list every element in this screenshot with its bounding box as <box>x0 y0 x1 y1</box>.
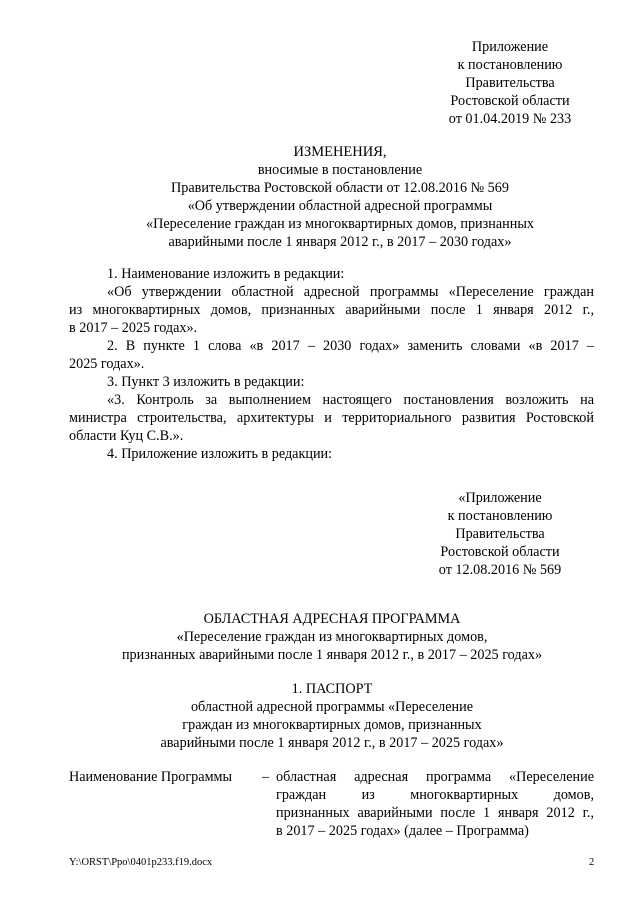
row-dash: – <box>262 769 270 785</box>
item-1-line-3: в 2017 – 2025 годах». <box>69 320 198 336</box>
attachment-line-3: Правительства <box>465 75 555 91</box>
passport-line-1: областной адресной программы «Переселение <box>190 699 474 715</box>
row-value-line-3: признанных аварийными после 1 января 2012 г., <box>276 805 594 821</box>
item-3-line-1: «3. Контроль за выполнением настоящего постановления возложить на <box>107 392 594 408</box>
title-line-5: аварийными после 1 января 2012 г., в 2017 – 2030 годах» <box>168 234 512 250</box>
item-4-title: 4. Приложение изложить в редакции: <box>107 446 333 462</box>
item-2-line-1: 2. В пункте 1 слова «в 2017 – 2030 годах» заменить словами «в 2017 – <box>107 338 594 354</box>
title-heading: ИЗМЕНЕНИЯ, <box>293 144 387 160</box>
annex-line-4: Ростовской области <box>440 544 560 560</box>
program-line-1: «Переселение граждан из многоквартирных домов, <box>176 629 488 645</box>
attachment-line-4: Ростовской области <box>450 93 570 109</box>
row-value-line-4: в 2017 – 2025 годах» (далее – Программа) <box>276 823 529 839</box>
attachment-line-1: Приложение <box>471 39 549 55</box>
program-heading: ОБЛАСТНАЯ АДРЕСНАЯ ПРОГРАММА <box>203 611 461 627</box>
row-value-line-2: граждан из многоквартирных домов, <box>276 787 594 803</box>
passport-line-3: аварийными после 1 января 2012 г., в 2017 – 2025 годах» <box>160 735 504 751</box>
annex-line-1: «Приложение <box>458 490 542 506</box>
annex-line-5: от 12.08.2016 № 569 <box>438 562 562 578</box>
item-1-title: 1. Наименование изложить в редакции: <box>107 266 345 282</box>
title-line-3: «Об утверждении областной адресной программы <box>187 198 493 214</box>
row-label: Наименование Программы <box>69 769 233 785</box>
item-3-line-3: области Куц С.В.». <box>69 428 184 444</box>
item-3-title: 3. Пункт 3 изложить в редакции: <box>107 374 305 390</box>
attachment-line-2: к постановлению <box>457 57 563 73</box>
item-2-line-2: 2025 годах». <box>69 356 145 372</box>
item-1-line-2: из многоквартирных домов, признанных аварийными после 1 января 2012 г., <box>69 302 594 318</box>
footer-file-path: Y:\ORST\Ppo\0401p233.f19.docx <box>69 857 213 868</box>
attachment-line-5: от 01.04.2019 № 233 <box>448 111 572 127</box>
title-line-2: Правительства Ростовской области от 12.08.2016 № 569 <box>171 180 509 196</box>
program-line-2: признанных аварийными после 1 января 2012 г., в 2017 – 2025 годах» <box>121 647 543 663</box>
annex-line-2: к постановлению <box>447 508 553 524</box>
annex-line-3: Правительства <box>455 526 545 542</box>
title-line-1: вносимые в постановление <box>257 162 423 178</box>
passport-line-2: граждан из многоквартирных домов, признанных <box>182 717 482 733</box>
item-3-line-2: министра строительства, архитектуры и территориального развития Ростовской <box>69 410 594 426</box>
title-line-4: «Переселение граждан из многоквартирных домов, признанных <box>146 216 534 232</box>
row-value-line-1: областная адресная программа «Переселение <box>276 769 594 785</box>
passport-heading: 1. ПАСПОРТ <box>291 681 373 697</box>
page-number: 2 <box>589 857 595 868</box>
item-1-line-1: «Об утверждении областной адресной программы «Переселение граждан <box>107 284 594 300</box>
